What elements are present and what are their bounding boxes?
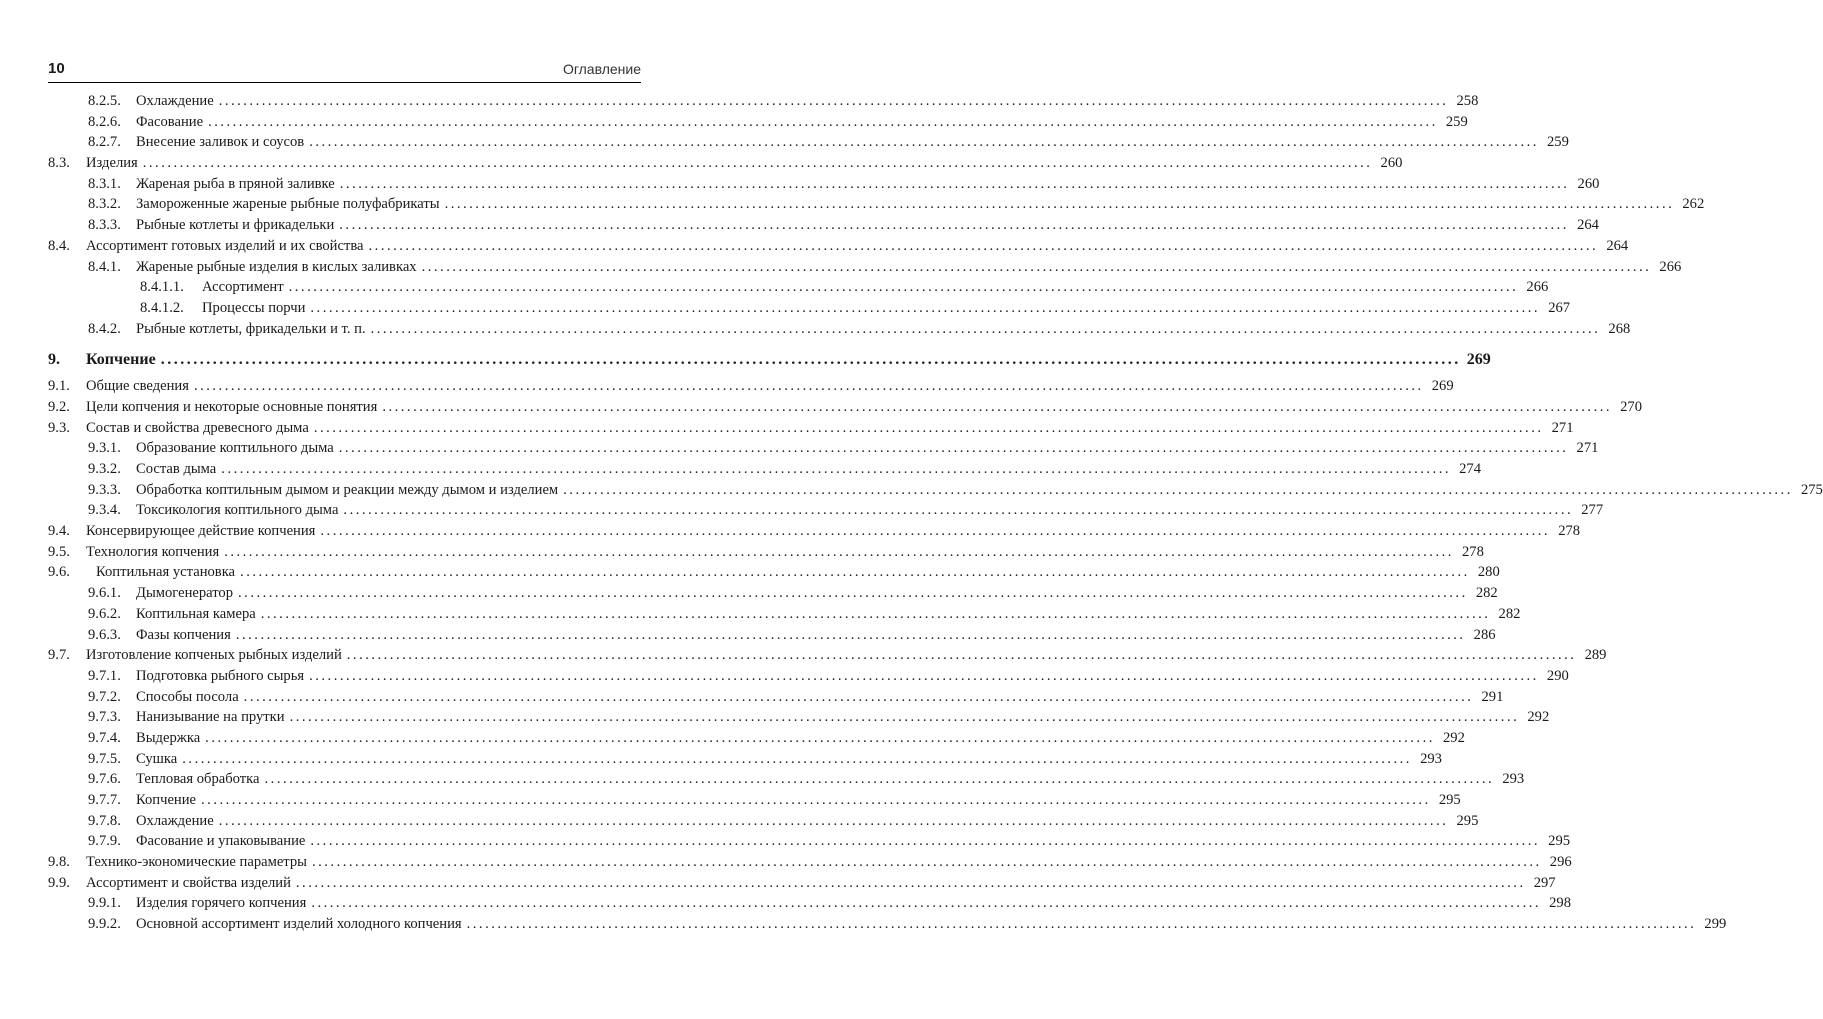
toc-entry-page: 290 (1546, 667, 1569, 684)
toc-entry-title: Рыбные котлеты, фрикадельки и т. п. (136, 320, 366, 337)
toc-entry-line (136, 893, 1572, 914)
toc-entry-title: Консервирующее действие копчения (86, 523, 316, 540)
dot-leader: ........................................................................................................................................................................................................ (240, 564, 1470, 581)
toc-entry-number: 9.6.2. (88, 605, 121, 622)
toc-entry[interactable] (48, 91, 1479, 112)
toc-entry-line (136, 215, 1599, 236)
dot-leader: ........................................................................................................................................................................................................ (346, 647, 1577, 664)
toc-entry[interactable] (48, 893, 1572, 914)
dot-leader: ........................................................................................................................................................................................................ (160, 351, 1461, 369)
toc-entry-number: 9.3.3. (88, 481, 121, 498)
dot-leader: ........................................................................................................................................................................................................ (221, 461, 1451, 477)
toc-entry-number: 9.8. (48, 854, 70, 871)
toc-entry[interactable] (48, 583, 1498, 604)
toc-entry-title: Замороженные жареные рыбные полуфабрикаты (136, 196, 440, 213)
dot-leader: ........................................................................................................................................................................................................ (311, 854, 1542, 871)
toc-entry[interactable] (48, 914, 1727, 935)
toc-entry-number: 9.3.2. (88, 461, 121, 477)
toc-entry-number: 9.4. (48, 523, 70, 540)
toc-entry-page: 269 (1466, 351, 1491, 369)
toc-entry[interactable] (48, 645, 1607, 666)
toc-entry-title: Ассортимент и свойства изделий (86, 874, 291, 891)
dot-leader: ........................................................................................................................................................................................................ (370, 320, 1601, 337)
toc-entry-title: Способы посола (136, 688, 239, 705)
dot-leader: ........................................................................................................................................................................................................ (208, 113, 1438, 130)
toc-entry[interactable] (48, 397, 1643, 418)
toc-entry[interactable] (48, 376, 1454, 397)
dot-leader: ........................................................................................................................................................................................................ (235, 626, 1466, 643)
dot-leader: ........................................................................................................................................................................................................ (238, 585, 1468, 602)
dot-leader: ........................................................................................................................................................................................................ (264, 771, 1495, 788)
toc-entry-number: 8.3.1. (88, 175, 121, 192)
dot-leader: ........................................................................................................................................................................................................ (311, 895, 1542, 912)
toc-entry-page: 258 (1456, 93, 1479, 109)
toc-entry-number: 9.7.1. (88, 667, 121, 684)
toc-entry-title: Цели копчения и некоторые основные понятия (86, 398, 378, 415)
toc-entry-number: 9.7.6. (88, 771, 121, 788)
toc-entry-line (136, 112, 1468, 133)
toc-entry[interactable] (48, 852, 1572, 873)
toc-entry-page: 269 (1431, 378, 1454, 395)
toc-entry-page: 286 (1473, 626, 1496, 643)
dot-leader: ........................................................................................................................................................................................................ (339, 175, 1570, 192)
toc-entry-page: 282 (1498, 605, 1521, 622)
toc-entry-line (86, 521, 1581, 542)
toc-entry-number: 9.9. (48, 874, 70, 891)
dot-leader: ........................................................................................................................................................................................................ (205, 729, 1435, 746)
toc-entry-title: Жареная рыба в пряной заливке (136, 175, 335, 192)
toc-entry-page: 264 (1606, 237, 1629, 254)
toc-entry-title: Рыбные котлеты и фрикадельки (136, 217, 335, 234)
toc-entry[interactable] (48, 749, 1442, 770)
dot-leader: ........................................................................................................................................................................................................ (201, 792, 1431, 808)
toc-entry-page: 296 (1549, 854, 1572, 871)
toc-entry-page: 260 (1380, 155, 1403, 172)
dot-leader: ........................................................................................................................................................................................................ (421, 258, 1652, 275)
toc-entry-page: 292 (1527, 709, 1550, 726)
toc-entry-line (86, 236, 1629, 257)
dot-leader: ........................................................................................................................................................................................................ (260, 605, 1491, 622)
dot-leader: ........................................................................................................................................................................................................ (295, 874, 1526, 891)
toc-entry-line (136, 174, 1600, 195)
toc-entry-number: 9.7. (48, 647, 70, 664)
toc-entry-line (86, 645, 1607, 666)
toc-entry-page: 295 (1456, 812, 1479, 829)
toc-entry-title: Образование коптильного дыма (136, 440, 334, 457)
toc-entry-number: 9.3.1. (88, 440, 121, 457)
toc-entry[interactable] (48, 500, 1604, 521)
toc-entry-title: Процессы порчи (202, 299, 306, 316)
toc-entry[interactable] (48, 831, 1571, 852)
toc-entry-line (86, 153, 1403, 174)
toc-entry-page: 298 (1549, 895, 1572, 912)
toc-entry[interactable] (48, 132, 1569, 153)
toc-entry[interactable] (48, 790, 1461, 811)
toc-entry-number: 9.7.3. (88, 709, 121, 726)
dot-leader: ........................................................................................................................................................................................................ (320, 523, 1551, 540)
dot-leader: ........................................................................................................................................................................................................ (218, 812, 1449, 829)
toc-entry-number: 9. (48, 351, 60, 369)
toc-entry-page: 299 (1704, 916, 1727, 933)
toc-entry[interactable] (48, 257, 1682, 278)
toc-entry[interactable] (48, 687, 1504, 708)
toc-entry-page: 262 (1682, 196, 1705, 213)
toc-entry-page: 289 (1584, 647, 1607, 664)
dot-leader: ........................................................................................................................................................................................................ (310, 833, 1541, 850)
toc-entry-page: 297 (1533, 874, 1556, 891)
toc-entry-page: 260 (1577, 175, 1600, 192)
toc-entry[interactable] (48, 769, 1525, 790)
toc-entry-line (136, 728, 1465, 749)
toc-entry-title: Внесение заливок и соусов (136, 134, 305, 151)
toc-entry-title: Состав дыма (136, 461, 217, 477)
toc-entry-line (136, 194, 1705, 215)
toc-entry[interactable] (48, 873, 1556, 894)
toc-entry-page: 278 (1462, 543, 1484, 560)
toc-entry-title: Основной ассортимент изделий холодного копчения (136, 916, 462, 933)
dot-leader: ........................................................................................................................................................................................................ (309, 667, 1539, 684)
dot-leader: ........................................................................................................................................................................................................ (289, 709, 1520, 726)
toc-entry-title: Общие сведения (86, 378, 189, 395)
toc-entry-number: 9.3. (48, 419, 70, 436)
toc-entry-page: 295 (1438, 792, 1461, 808)
toc-entry-number: 9.6.1. (88, 585, 121, 602)
toc-entry-number: 8.4.1.2. (140, 299, 184, 316)
toc-entry-page: 274 (1459, 461, 1481, 477)
toc-entry[interactable] (48, 174, 1600, 195)
dot-leader: ........................................................................................................................................................................................................ (193, 378, 1424, 395)
toc-entry[interactable] (48, 418, 1574, 439)
toc-entry-number: 8.2.7. (88, 134, 121, 151)
toc-entry-title: Тепловая обработка (136, 771, 260, 788)
dot-leader: ........................................................................................................................................................................................................ (218, 93, 1449, 109)
dot-leader: ........................................................................................................................................................................................................ (288, 279, 1519, 296)
toc-entry[interactable] (48, 215, 1599, 236)
toc-entry-title: Дымогенератор (136, 585, 234, 602)
toc-entry-page: 277 (1581, 502, 1604, 519)
toc-entry-line (86, 852, 1572, 873)
toc-entry-line (136, 438, 1599, 459)
toc-entry-title: Ассортимент готовых изделий и их свойства (86, 237, 364, 254)
toc-entry-number: 8.2.6. (88, 113, 121, 130)
toc-entry[interactable] (48, 236, 1629, 257)
toc-entry-number: 9.3.4. (88, 502, 121, 519)
toc-entry[interactable] (48, 298, 1571, 319)
toc-entry-number: 8.2.5. (88, 93, 121, 109)
toc-entry-page: 280 (1477, 564, 1500, 581)
toc-entry-number: 8.3.3. (88, 217, 121, 234)
toc-entry[interactable] (48, 707, 1550, 728)
toc-entry-title: Коптильная камера (136, 605, 256, 622)
toc-entry-title: Нанизывание на прутки (136, 709, 285, 726)
toc-entry-number: 9.2. (48, 398, 70, 415)
toc-entry-number: 9.7.2. (88, 688, 121, 705)
toc-entry-title: Охлаждение (136, 812, 214, 829)
dot-leader: ........................................................................................................................................................................................................ (466, 916, 1697, 933)
toc-entry-line (86, 397, 1643, 418)
toc-entry-title: Фасование и упаковывание (136, 833, 306, 850)
toc-entry-title: Изделия горячего копчения (136, 895, 307, 912)
toc-entry[interactable] (48, 194, 1705, 215)
dot-leader: ........................................................................................................................................................................................................ (339, 217, 1569, 234)
toc-entry-line (86, 873, 1556, 894)
toc-entry-line (136, 604, 1521, 625)
toc-entry[interactable] (48, 459, 1481, 480)
toc-entry-page: 264 (1577, 217, 1599, 234)
toc-entry-number: 9.5. (48, 543, 70, 560)
toc-entry-page: 292 (1442, 729, 1465, 746)
dot-leader: ........................................................................................................................................................................................................ (313, 419, 1544, 436)
toc-entry-line (136, 666, 1569, 687)
toc-entry-line (136, 749, 1442, 770)
dot-leader: ........................................................................................................................................................................................................ (368, 237, 1599, 254)
toc-entry-title: Выдержка (136, 729, 201, 746)
toc-entry[interactable] (48, 112, 1468, 133)
toc-entry[interactable] (48, 562, 1500, 583)
toc-entry-line (202, 277, 1549, 298)
toc-entry[interactable] (48, 480, 1823, 501)
dot-leader: ........................................................................................................................................................................................................ (343, 502, 1574, 519)
toc-entry-line (136, 500, 1604, 521)
toc-entry-line (136, 707, 1550, 728)
toc-entry-page: 266 (1526, 279, 1549, 296)
toc-entry-title: Технология копчения (86, 543, 220, 560)
dot-leader: ........................................................................................................................................................................................................ (338, 440, 1569, 457)
toc-entry-number: 9.6. (48, 564, 70, 581)
toc-entry-line (136, 811, 1479, 832)
table-of-contents (48, 91, 1823, 935)
toc-entry-line (136, 583, 1498, 604)
toc-entry-line (202, 298, 1571, 319)
dot-leader: ........................................................................................................................................................................................................ (563, 481, 1793, 498)
dot-leader: ........................................................................................................................................................................................................ (309, 134, 1539, 151)
toc-entry-title: Изделия (86, 155, 138, 172)
toc-entry-title: Подготовка рыбного сырья (136, 667, 305, 684)
toc-entry-page: 259 (1445, 113, 1468, 130)
toc-entry-number: 9.7.7. (88, 792, 121, 808)
toc-entry-title: Коптильная установка (96, 564, 236, 581)
toc-entry-line (136, 769, 1525, 790)
toc-entry-title: Технико-экономические параметры (86, 854, 307, 871)
toc-entry-page: 266 (1659, 258, 1682, 275)
toc-entry-number: 9.9.1. (88, 895, 121, 912)
toc-entry-line (136, 319, 1631, 340)
dot-leader: ........................................................................................................................................................................................................ (182, 750, 1412, 767)
toc-entry-page: 291 (1481, 688, 1504, 705)
toc-entry[interactable] (48, 604, 1521, 625)
toc-entry-line (86, 542, 1484, 563)
toc-entry-number: 9.9.2. (88, 916, 121, 933)
toc-entry-line (86, 418, 1574, 439)
toc-entry-page: 278 (1558, 523, 1581, 540)
toc-entry-line (136, 625, 1496, 646)
page-header (48, 58, 641, 83)
toc-entry-page: 293 (1502, 771, 1525, 788)
toc-entry-page: 270 (1620, 398, 1643, 415)
toc-entry-line (136, 914, 1727, 935)
toc-entry-line (136, 790, 1461, 811)
toc-entry-page: 271 (1576, 440, 1599, 457)
toc-entry[interactable] (48, 811, 1479, 832)
toc-entry-title: Ассортимент (202, 279, 284, 296)
toc-entry-title: Обработка коптильным дымом и реакции между дымом и изделием (136, 481, 559, 498)
toc-entry-line (136, 831, 1571, 852)
toc-entry[interactable] (48, 666, 1569, 687)
toc-entry-title: Охлаждение (136, 93, 214, 109)
toc-entry-page: 275 (1800, 481, 1823, 498)
toc-entry-line (86, 376, 1454, 397)
dot-leader: ........................................................................................................................................................................................................ (243, 688, 1474, 705)
toc-entry-title: Изготовление копченых рыбных изделий (86, 647, 342, 664)
toc-entry-line (136, 91, 1479, 112)
toc-entry-number: 9.7.4. (88, 729, 121, 746)
dot-leader: ........................................................................................................................................................................................................ (444, 196, 1675, 213)
toc-entry[interactable] (48, 728, 1465, 749)
toc-entry-line (96, 562, 1500, 583)
toc-entry-title: Фасование (136, 113, 204, 130)
toc-entry-line (136, 480, 1823, 501)
toc-entry-page: 282 (1475, 585, 1498, 602)
toc-entry-page: 267 (1548, 299, 1571, 316)
toc-entry[interactable] (48, 153, 1403, 174)
toc-entry[interactable] (48, 625, 1496, 646)
toc-entry[interactable] (48, 319, 1631, 340)
toc-entry-number: 8.3. (48, 155, 70, 172)
toc-entry-page: 271 (1551, 419, 1574, 436)
toc-entry-page: 293 (1420, 750, 1442, 767)
toc-entry-title: Состав и свойства древесного дыма (86, 419, 309, 436)
toc-entry-title: Копчение (136, 792, 197, 808)
toc-entry-number: 9.1. (48, 378, 70, 395)
dot-leader: ........................................................................................................................................................................................................ (310, 299, 1541, 316)
page-number: 10 (48, 60, 65, 77)
toc-entry-number: 8.4.1.1. (140, 279, 184, 296)
dot-leader: ........................................................................................................................................................................................................ (382, 398, 1613, 415)
running-title: Оглавление (562, 61, 641, 77)
toc-entry-number: 9.7.9. (88, 833, 121, 850)
toc-entry-title: Токсикология коптильного дыма (136, 502, 339, 519)
toc-entry-number: 8.4.1. (88, 258, 121, 275)
toc-entry-number: 8.4. (48, 237, 70, 254)
toc-entry-line (86, 348, 1491, 372)
toc-entry-line (136, 257, 1682, 278)
toc-entry-number: 8.3.2. (88, 196, 121, 213)
dot-leader: ........................................................................................................................................................................................................ (142, 155, 1373, 172)
toc-entry-number: 9.7.8. (88, 812, 121, 829)
toc-entry-page: 259 (1547, 134, 1569, 151)
toc-entry-line (136, 687, 1504, 708)
toc-entry-title: Сушка (136, 750, 178, 767)
toc-entry-title: Фазы копчения (136, 626, 231, 643)
toc-entry-page: 268 (1608, 320, 1631, 337)
toc-entry-page: 295 (1548, 833, 1571, 850)
toc-entry-line (136, 132, 1569, 153)
toc-entry-line (136, 459, 1481, 480)
toc-entry[interactable] (48, 277, 1549, 298)
toc-entry[interactable] (48, 521, 1581, 542)
toc-entry-number: 8.4.2. (88, 320, 121, 337)
dot-leader: ........................................................................................................................................................................................................ (224, 543, 1454, 560)
toc-entry[interactable] (48, 348, 1491, 372)
toc-entry[interactable] (48, 438, 1599, 459)
toc-entry-number: 9.7.5. (88, 750, 121, 767)
toc-entry[interactable] (48, 542, 1484, 563)
toc-entry-title: Жареные рыбные изделия в кислых заливках (136, 258, 417, 275)
toc-entry-title: Копчение (86, 351, 156, 369)
toc-entry-number: 9.6.3. (88, 626, 121, 643)
